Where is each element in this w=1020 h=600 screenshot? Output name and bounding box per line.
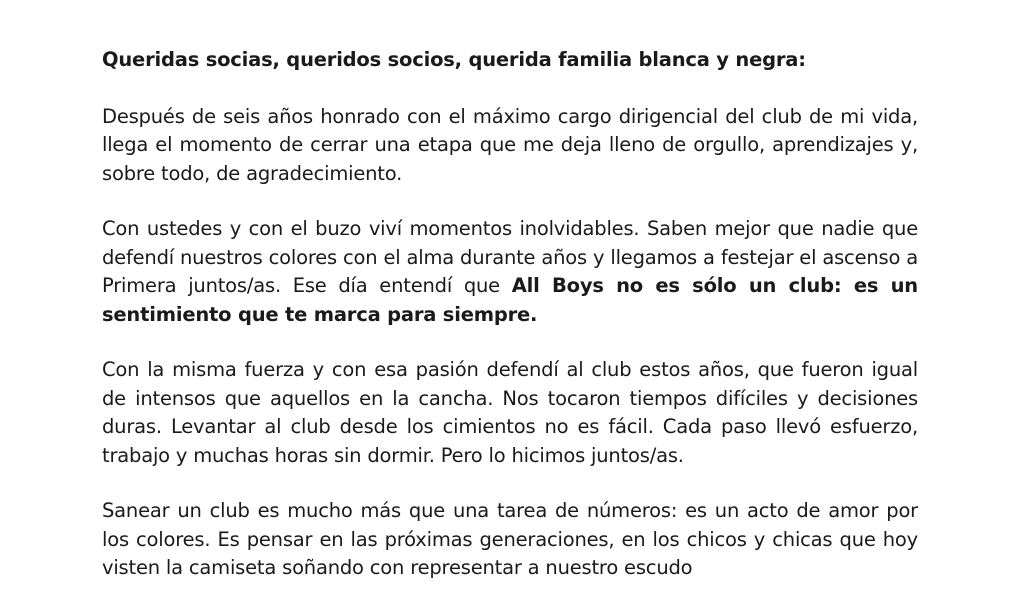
letter-greeting: Queridas socias, queridos socios, querida familia blanca y negra: xyxy=(102,48,806,71)
paragraph-memories-emphasis: All Boys no es sólo un club: es un sentimiento que te marca para siempre. xyxy=(102,274,918,326)
paragraph-memories xyxy=(102,215,918,329)
paragraph-management: Con la misma fuerza y con esa pasión defendí al club estos años, que fueron igual de intensos que aquellos en la cancha. Nos tocaron tiempos difíciles y decisiones duras. Levantar al club desde los cimientos no es fácil. Cada paso llevó esfuerzo, trabajo y muchas horas sin dormir. Pero lo hicimos juntos/as. xyxy=(102,358,918,467)
letter-body xyxy=(102,46,918,600)
paragraph-sanitation: Sanear un club es mucho más que una tarea de números: es un acto de amor por los colores. Es pensar en las próximas generaciones, en los chicos y chicas que hoy visten la camiseta soñando con representar a nuestro escudo xyxy=(102,499,918,579)
paragraph-farewell: Después de seis años honrado con el máximo cargo dirigencial del club de mi vida, llega el momento de cerrar una etapa que me deja lleno de orgullo, aprendizajes y, sobre todo, de agradecimiento. xyxy=(102,104,918,185)
paragraph-memories-text: Con ustedes y con el buzo viví momentos inolvidables. Saben mejor que nadie que defendí nuestros colores con el alma durante años y llegamos a festejar el ascenso a Primera juntos/as. Ese día entendí que xyxy=(102,217,918,297)
